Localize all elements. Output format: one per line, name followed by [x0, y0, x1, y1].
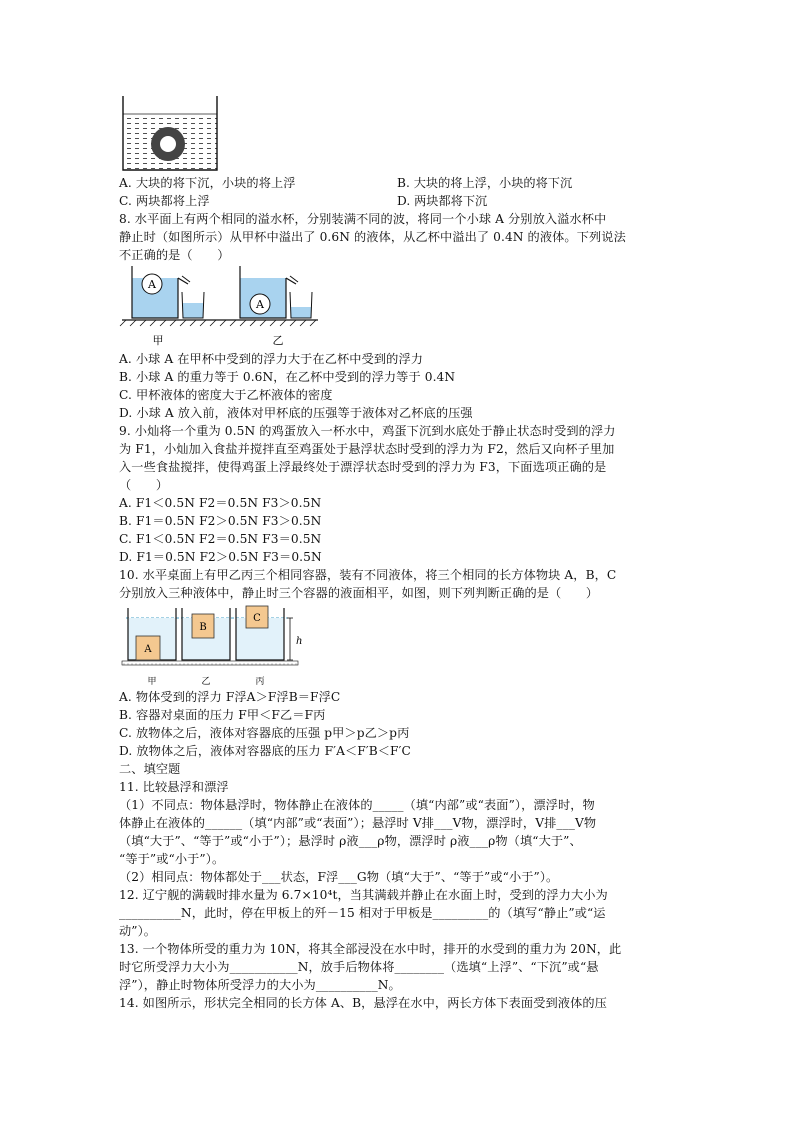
q11-line3: 体静止在液体的______（填“内部”或“表面”）；悬浮时 V排___V物，漂浮时，V排___V物 [119, 816, 597, 830]
q10-stem-line2: 分别放入三种液体中，静止时三个容器的液面相平，如图，则下列判断正确的是（ ） [119, 586, 599, 600]
q8-option-c: C. 甲杯液体的密度大于乙杯液体的密度 [119, 388, 333, 402]
q8-stem-line1: 8. 水平面上有两个相同的溢水杯，分别装满不同的波，将同一个小球 A 分别放入溢水杯中 [119, 212, 607, 226]
q9-option-b: B. F1＝0.5N F2＞0.5N F3＞0.5N [119, 514, 322, 528]
q11-line6: （2）相同点：物体都处于___状态，F浮___G物（填“大于”、“等于”或“小于”）。 [119, 870, 559, 884]
q9-stem-line3: 入一些食盐搅拌，使得鸡蛋上浮最终处于漂浮状态时受到的浮力为 F3，下面选项正确的是 [119, 460, 607, 474]
q10-fig-block-a: A [144, 644, 152, 655]
q9-stem-line2: 为 F1，小灿加入食盐并搅拌直至鸡蛋处于悬浮状态时受到的浮力为 F2，然后又向杯子里加 [119, 442, 615, 456]
q13-line1: 13. 一个物体所受的重力为 10N，将其全部浸没在水中时，排开的水受到的重力为 20N，此 [119, 942, 622, 956]
q11-line2: （1）不同点：物体悬浮时，物体静止在液体的_____（填“内部”或“表面”），漂浮时，物 [119, 798, 595, 812]
q8-stem-line2: 静止时（如图所示）从甲杯中溢出了 0.6N 的液体，从乙杯中溢出了 0.4N 的液体。下列说法 [119, 230, 626, 244]
q12-line1: 12. 辽宁舰的满载时排水量为 6.7×10⁴t，当其满载并静止在水面上时，受到的浮力大小为 [119, 888, 608, 902]
q8-fig-ball-a-left: A [148, 278, 156, 291]
q10-fig-label-jia: 甲 [147, 677, 157, 687]
q8-option-a: A. 小球 A 在甲杯中受到的浮力大于在乙杯中受到的浮力 [119, 352, 424, 366]
q10-option-d: D. 放物体之后，液体对容器底的压力 F′A＜F′B＜F′C [119, 744, 411, 758]
q10-fig-block-c: C [253, 613, 261, 624]
q7-option-a: A. 大块的将下沉，小块的将上浮 [119, 176, 296, 190]
q9-stem-line4: （ ） [119, 478, 169, 492]
q14-line1: 14. 如图所示，形状完全相同的长方体 A、B，悬浮在水中，两长方体下表面受到液体的压 [119, 996, 607, 1010]
q10-fig-label-bing: 丙 [255, 677, 265, 687]
q10-stem-line1: 10. 水平桌面上有甲乙丙三个相同容器，装有不同液体，将三个相同的长方体物块 A，B，C [119, 568, 617, 582]
figure-q10-containers [118, 602, 308, 688]
q11-line1: 11. 比较悬浮和漂浮 [119, 780, 229, 794]
q8-stem-line3: 不正确的是（ ） [119, 248, 230, 262]
figure-q8-overflow-cups [118, 264, 322, 350]
q12-line2: __________N，此时，停在甲板上的歼－15 相对于甲板是_________的（填写“静止”或“运 [119, 906, 606, 920]
q9-option-a: A. F1＜0.5N F2＝0.5N F3＞0.5N [119, 496, 322, 510]
q10-option-c: C. 放物体之后，液体对容器底的压强 p甲＞p乙＞p丙 [119, 726, 410, 740]
q12-line3: 动”）。 [119, 924, 157, 938]
q11-line5: “等于”或“小于”）。 [119, 852, 225, 866]
q10-option-a: A. 物体受到的浮力 F浮A＞F浮B＝F浮C [119, 690, 341, 704]
section-heading-fill-in: 二、填空题 [119, 762, 181, 776]
q8-fig-ball-a-right: A [256, 298, 264, 311]
q7-option-c: C. 两块都将上浮 [119, 194, 210, 208]
q8-option-d: D. 小球 A 放入前，液体对甲杯底的压强等于液体对乙杯底的压强 [119, 406, 473, 420]
q8-fig-label-yi: 乙 [272, 334, 284, 347]
q10-option-b: B. 容器对桌面的压力 F甲＜F乙＝F丙 [119, 708, 326, 722]
q7-option-b: B. 大块的将上浮，小块的将下沉 [397, 176, 573, 190]
q8-option-b: B. 小球 A 的重力等于 0.6N，在乙杯中受到的浮力等于 0.4N [119, 370, 456, 384]
q10-fig-block-b: B [199, 622, 207, 633]
q7-option-d: D. 两块都将下沉 [397, 194, 488, 208]
figure-q7-container [118, 96, 222, 172]
q13-line2: 时它所受浮力大小为___________N，放手后物体将________（选填“上浮”、“下沉”或“悬 [119, 960, 599, 974]
q13-line3: 浮”），静止时物体所受浮力的大小为__________N。 [119, 978, 401, 992]
q9-option-d: D. F1＝0.5N F2＞0.5N F3＝0.5N [119, 550, 322, 564]
q10-fig-label-yi: 乙 [201, 677, 211, 687]
q8-fig-label-jia: 甲 [152, 334, 164, 347]
q10-fig-h: h [296, 636, 303, 647]
q11-line4: （填“大于”、“等于”或“小于”）；悬浮时 ρ液___ρ物，漂浮时 ρ液___ρ物（填“大于”、 [119, 834, 582, 848]
q9-option-c: C. F1＜0.5N F2＝0.5N F3＝0.5N [119, 532, 322, 546]
q9-stem-line1: 9. 小灿将一个重为 0.5N 的鸡蛋放入一杯水中，鸡蛋下沉到水底处于静止状态时受到的浮力 [119, 424, 616, 438]
